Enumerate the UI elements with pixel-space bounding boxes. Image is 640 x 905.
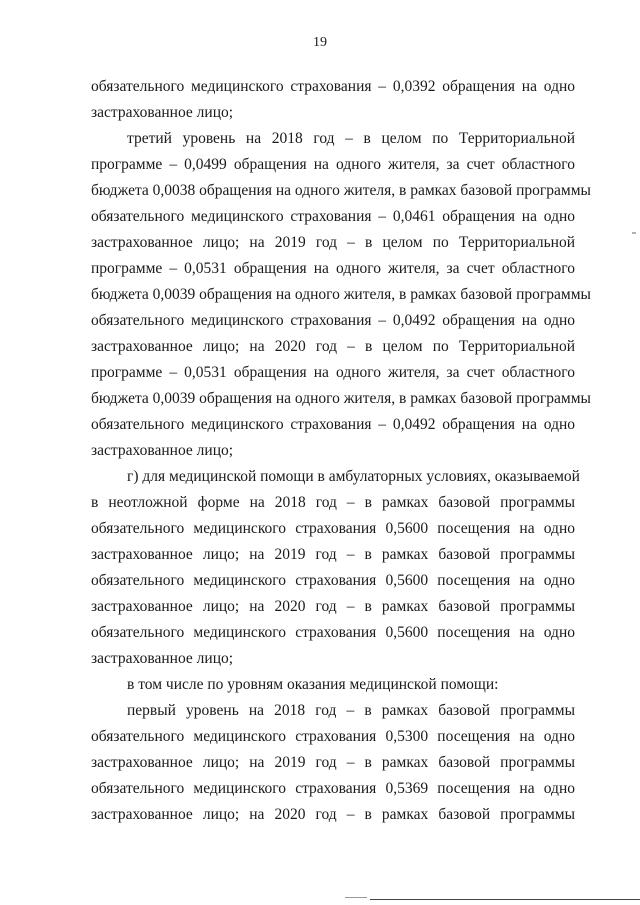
text-line: застрахованное лицо; [91,442,234,459]
text-line: обязательного медицинского страхования – 0,0461 обращения на одно [91,208,575,225]
text-line: программе – 0,0531 обращения на одного жителя, за счет областного [91,260,575,277]
text-line: застрахованное лицо; [91,104,234,121]
text-line: обязательного медицинского страхования 0,5600 посещения на одно [91,624,575,641]
paragraph-first-line: третий уровень на 2018 год – в целом по Территориальной [127,130,575,147]
text-line: обязательного медицинского страхования – 0,0492 обращения на одно [91,416,575,433]
text-line: застрахованное лицо; на 2020 год – в рамках базовой программы [91,806,575,823]
text-line: застрахованное лицо; на 2019 год – в рамках базовой программы [91,754,575,771]
scan-edge-line [370,899,640,900]
text-line: в неотложной форме на 2018 год – в рамках базовой программы [91,494,575,511]
text-line: обязательного медицинского страхования 0,5300 посещения на одно [91,728,575,745]
paragraph-first-line: первый уровень на 2018 год – в рамках базовой программы [127,702,575,719]
text-line: застрахованное лицо; на 2020 год – в рамках базовой программы [91,598,575,615]
text-line: программе – 0,0531 обращения на одного жителя, за счет областного [91,364,575,381]
text-line: застрахованное лицо; на 2020 год – в целом по Территориальной [91,338,575,355]
text-line: программе – 0,0499 обращения на одного жителя, за счет областного [91,156,575,173]
text-line: обязательного медицинского страхования 0,5600 посещения на одно [91,520,575,537]
text-line: обязательного медицинского страхования – 0,0392 обращения на одно [91,78,575,95]
text-line: застрахованное лицо; на 2019 год – в рамках базовой программы [91,546,575,563]
paragraph-first-line: в том числе по уровням оказания медицинской помощи: [127,676,499,693]
text-line: обязательного медицинского страхования 0,5369 посещения на одно [91,780,575,797]
text-line: бюджета 0,0039 обращения на одного жителя, в рамках базовой программы [91,390,591,407]
text-line: застрахованное лицо; на 2019 год – в целом по Территориальной [91,234,575,251]
scan-edge-line [345,897,367,898]
scan-artifact [632,232,636,234]
paragraph-first-line: г) для медицинской помощи в амбулаторных условиях, оказываемой [127,468,580,485]
page-number: 19 [313,35,327,50]
text-line: застрахованное лицо; [91,650,234,667]
text-line: бюджета 0,0039 обращения на одного жителя, в рамках базовой программы [91,286,591,303]
text-line: бюджета 0,0038 обращения на одного жителя, в рамках базовой программы [91,182,591,199]
text-line: обязательного медицинского страхования 0,5600 посещения на одно [91,572,575,589]
text-line: обязательного медицинского страхования – 0,0492 обращения на одно [91,312,575,329]
